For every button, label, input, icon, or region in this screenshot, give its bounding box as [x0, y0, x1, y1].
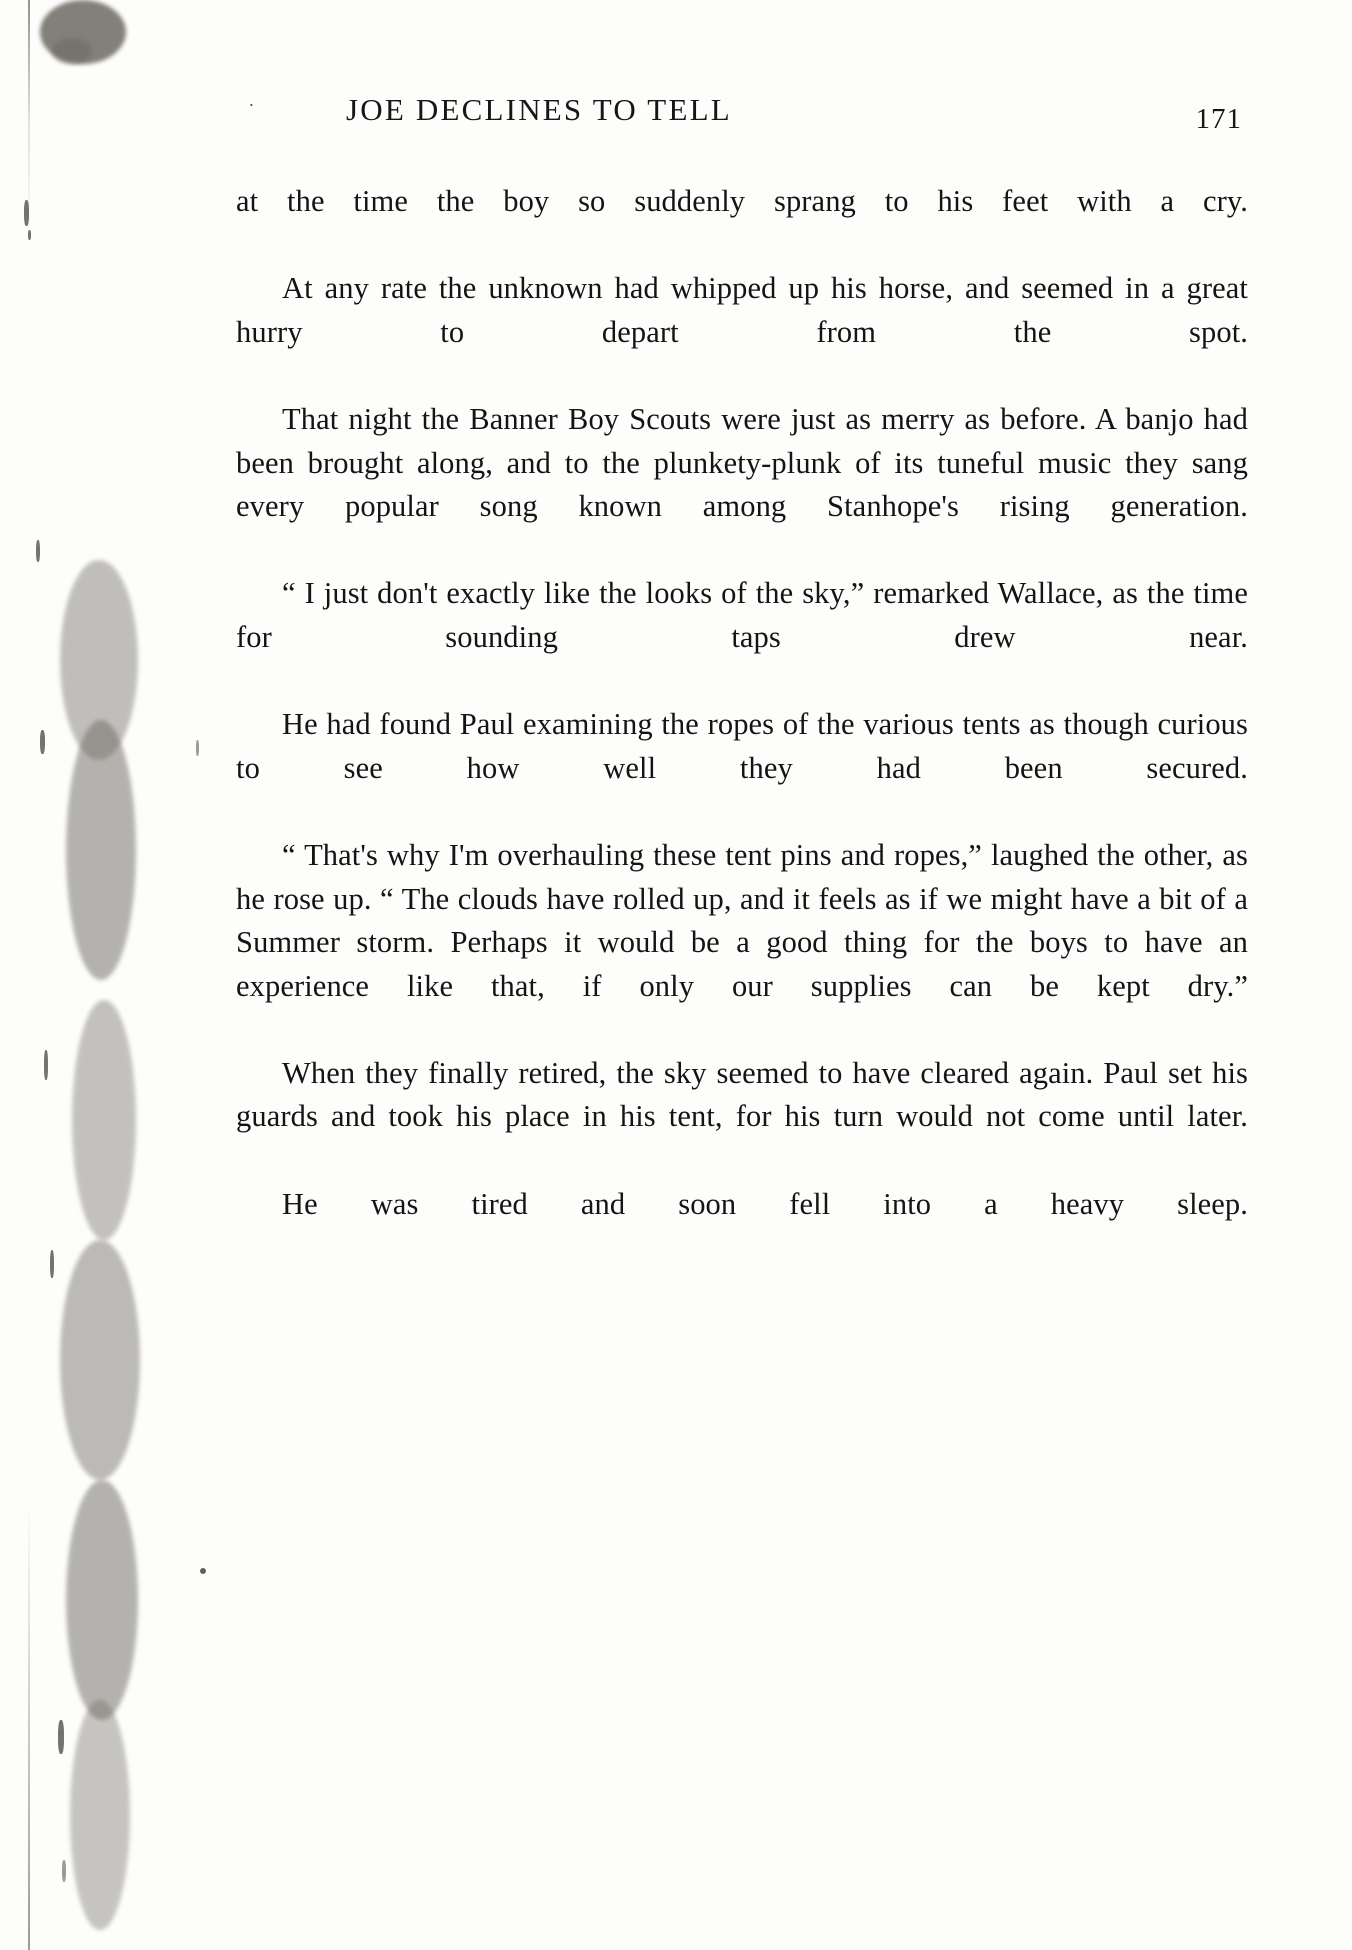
binding-edge-line — [28, 0, 30, 1950]
paragraph: When they finally retired, the sky seemed to have cleared again. Paul set his guards and took his place in his tent, for his turn would not come until later. — [236, 1055, 1248, 1134]
paragraph: At any rate the unknown had whipped up his horse, and seemed in a great hurry to depart from the spot. — [236, 271, 1248, 349]
paragraph: at the time the boy so suddenly sprang to his feet with a cry. — [236, 184, 1248, 218]
paragraph: He had found Paul examining the ropes of the various tents as though curious to see how well they had been secured. — [236, 707, 1248, 785]
paragraph: He was tired and soon fell into a heavy sleep. — [282, 1186, 1248, 1221]
page-text-column — [236, 92, 1248, 1270]
running-head — [236, 92, 1248, 136]
stray-mark-icon: ˙ — [248, 100, 255, 122]
scan-gutter-artifacts — [0, 0, 170, 1950]
paragraph: “ That's why I'm overhauling these tent pins and ropes,” laughed the other, as he rose up. “ The clouds have rolled up, and it feels as if we might have a bit of a Summer storm. Perhaps it would be a good thing for the boys to have an experience like that, if only our supplies can be kept dry.” — [236, 837, 1248, 1003]
paragraph: “ I just don't exactly like the looks of the sky,” remarked Wallace, as the time for sounding taps drew near. — [236, 576, 1248, 654]
paragraph: That night the Banner Boy Scouts were just as merry as before. A banjo had been brought along, and to the plunkety-plunk of its tuneful music they sang every popular song known among Stanhope's rising generation. — [236, 401, 1248, 524]
page-title: JOE DECLINES TO TELL — [346, 92, 732, 127]
page-number: 171 — [1195, 103, 1242, 135]
